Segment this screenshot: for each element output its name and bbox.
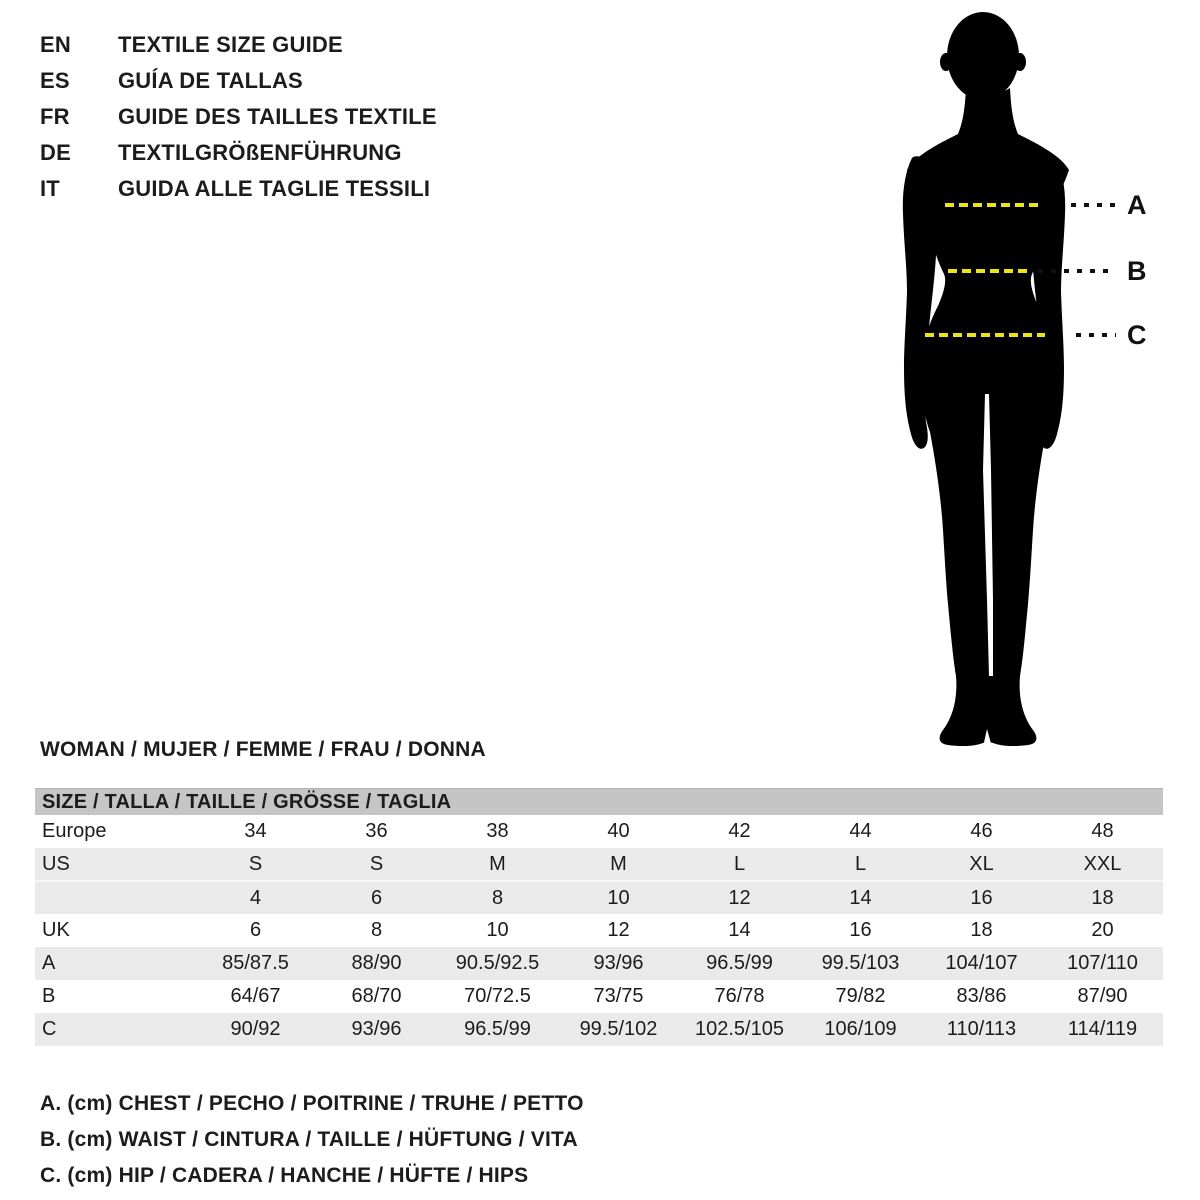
table-cell: 6 [249, 919, 262, 941]
size-table-header: SIZE / TALLA / TAILLE / GRÖSSE / TAGLIA [35, 788, 1163, 815]
table-cell: S [369, 852, 384, 875]
legend-chest: A. (cm) CHEST / PECHO / POITRINE / TRUHE / PETTO [40, 1092, 584, 1115]
table-cell: 16 [849, 919, 872, 941]
silhouette-ear-left [940, 53, 952, 71]
table-cell: 83/86 [956, 985, 1007, 1007]
table-cell: 12 [679, 881, 800, 914]
row-label: C [42, 1018, 57, 1040]
table-row-uk [35, 914, 1163, 947]
legend-hip: C. (cm) HIP / CADERA / HANCHE / HÜFTE / HIPS [40, 1164, 529, 1187]
silhouette-head [947, 12, 1019, 100]
lang-title: GUIDE DES TAILLES TEXTILE [118, 104, 437, 129]
lang-code: IT [40, 176, 60, 201]
table-cell: 18 [970, 919, 993, 941]
table-row-chest [35, 947, 1163, 980]
table-cell: 93/96 [593, 952, 644, 974]
row-label: US [42, 852, 70, 875]
row-label: Europe [42, 820, 107, 842]
table-cell: 107/110 [1067, 952, 1138, 974]
table-cell: 85/87.5 [222, 952, 289, 974]
hip-label: C [1127, 320, 1147, 350]
row-label: UK [42, 919, 70, 941]
table-cell: L [733, 852, 746, 875]
lang-code: FR [40, 104, 70, 129]
table-cell: 64/67 [230, 985, 281, 1007]
lang-row-en [40, 27, 437, 63]
table-cell: M [489, 852, 506, 875]
table-cell: 68/70 [351, 985, 402, 1007]
table-cell: 12 [607, 919, 630, 941]
table-cell: 10 [486, 919, 509, 941]
table-row-hip [35, 1013, 1163, 1046]
table-cell: 14 [800, 881, 921, 914]
table-cell: 104/107 [945, 952, 1018, 974]
row-label: B [42, 985, 56, 1007]
row-label: A [42, 952, 56, 974]
measurement-legend [40, 1086, 584, 1194]
table-cell: 90/92 [230, 1018, 281, 1040]
table-cell: 106/109 [824, 1018, 897, 1040]
section-title-woman: WOMAN / MUJER / FEMME / FRAU / DONNA [40, 738, 486, 761]
language-title-block [40, 27, 437, 207]
table-cell: 79/82 [835, 985, 886, 1007]
lang-code: DE [40, 140, 71, 165]
lang-title: GUIDA ALLE TAGLIE TESSILI [118, 176, 431, 201]
table-cell: 18 [1042, 881, 1163, 914]
table-cell: 96.5/99 [464, 1018, 531, 1040]
table-cell: M [610, 852, 627, 875]
size-table [35, 815, 1163, 1046]
table-cell: 110/113 [946, 1018, 1017, 1040]
size-guide-figure [880, 0, 1190, 760]
lang-row-fr [40, 99, 437, 135]
lang-code: ES [40, 68, 70, 93]
table-cell: 16 [921, 881, 1042, 914]
table-cell: 4 [195, 881, 316, 914]
table-cell: 44 [849, 820, 872, 842]
table-cell: 8 [370, 919, 383, 941]
table-cell: 6 [316, 881, 437, 914]
table-cell: 76/78 [714, 985, 765, 1007]
table-cell: 102.5/105 [695, 1018, 784, 1040]
table-cell: 48 [1091, 820, 1114, 842]
lang-code: EN [40, 32, 71, 57]
silhouette-ear-right [1014, 53, 1026, 71]
table-cell: 87/90 [1077, 985, 1128, 1007]
table-cell: 8 [437, 881, 558, 914]
woman-silhouette-svg [880, 0, 1190, 760]
row-label [35, 881, 195, 914]
table-cell: 20 [1091, 919, 1114, 941]
table-cell: 40 [607, 820, 630, 842]
table-cell: 99.5/102 [579, 1018, 658, 1040]
table-cell: XL [969, 852, 994, 875]
lang-title: TEXTILGRÖßENFÜHRUNG [118, 140, 402, 165]
lang-title: GUÍA DE TALLAS [118, 68, 303, 93]
table-row-waist [35, 980, 1163, 1013]
lang-title: TEXTILE SIZE GUIDE [118, 32, 343, 57]
table-cell: L [854, 852, 867, 875]
table-cell: 42 [728, 820, 751, 842]
waist-label: B [1127, 256, 1147, 286]
table-cell: 70/72.5 [464, 985, 531, 1007]
table-cell: 38 [486, 820, 509, 842]
lang-row-it [40, 171, 437, 207]
table-row-us [35, 848, 1163, 881]
table-row-europe [35, 815, 1163, 848]
table-cell: 36 [365, 820, 388, 842]
table-cell: 34 [244, 820, 267, 842]
table-cell: 96.5/99 [706, 952, 773, 974]
table-cell: 46 [970, 820, 993, 842]
lang-row-es [40, 63, 437, 99]
table-cell: 88/90 [351, 952, 402, 974]
table-cell: 10 [558, 881, 679, 914]
table-cell: 73/75 [593, 985, 644, 1007]
chest-label: A [1127, 190, 1147, 220]
table-row-us-numeric [35, 881, 1163, 914]
lang-row-de [40, 135, 437, 171]
table-cell: 93/96 [351, 1018, 402, 1040]
table-cell: XXL [1083, 852, 1122, 875]
table-cell: 114/119 [1067, 1018, 1138, 1040]
table-cell: S [248, 852, 263, 875]
table-cell: 99.5/103 [821, 952, 900, 974]
table-cell: 14 [728, 919, 751, 941]
table-cell: 90.5/92.5 [455, 952, 540, 974]
legend-waist: B. (cm) WAIST / CINTURA / TAILLE / HÜFTUNG / VITA [40, 1128, 578, 1151]
